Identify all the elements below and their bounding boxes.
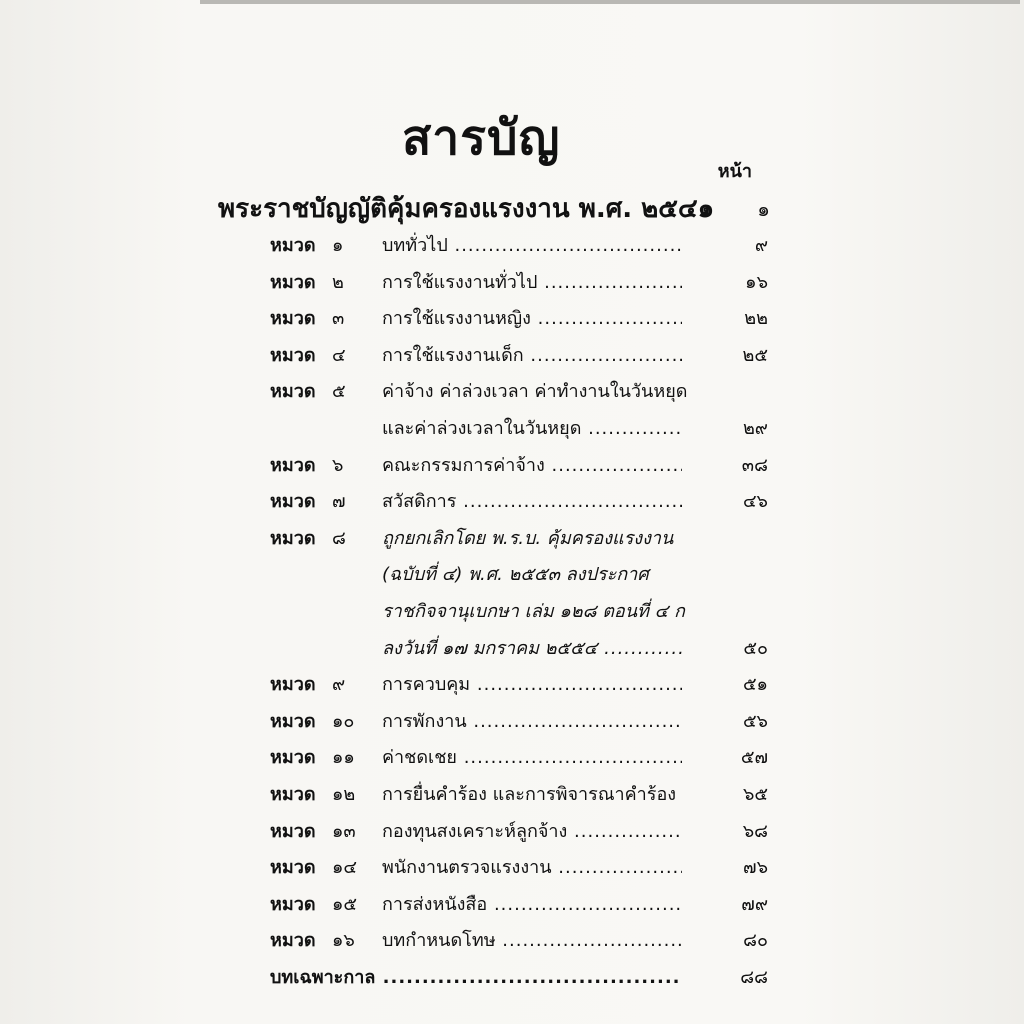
toc-row [0, 881, 1024, 918]
act-title: พระราชบัญญัติคุ้มครองแรงงาน พ.ศ. ๒๕๔๑ [218, 194, 715, 224]
page-top-edge [200, 0, 1020, 4]
chapter-title: การพักงาน ..... [382, 706, 682, 735]
chapter-title: ค่าจ้าง ค่าล่วงเวลา ค่าทำงานในวันหยุด [382, 381, 688, 403]
toc-row [0, 222, 1024, 259]
chapter-title: บททั่วไป ..... [382, 230, 682, 259]
act-page-number: ๑ [757, 197, 770, 221]
page-number: ๒๒ [744, 308, 768, 330]
toc-row [0, 295, 1024, 332]
page-number: ๑๖ [745, 271, 768, 293]
toc-row [0, 917, 1024, 954]
chapter-title: พนักงานตรวจแรงงาน ..... [382, 852, 682, 881]
toc-list [0, 222, 1024, 990]
chapter-number: ๑๓ [332, 820, 356, 842]
chapter-number: ๑๖ [332, 930, 355, 952]
page-number: ๘๘ [740, 966, 768, 988]
chapter-title: บทกำหนดโทษ ..... [382, 925, 682, 954]
page-number: ๕๖ [742, 710, 768, 732]
page-number: ๓๘ [741, 454, 768, 476]
chapter-label: หมวด [270, 308, 316, 330]
chapter-title: การยื่นคำร้อง และการพิจารณาคำร้อง [382, 783, 677, 805]
chapter-label: หมวด [270, 527, 316, 549]
chapter-number: ๑๕ [332, 893, 358, 915]
chapter-title: การควบคุม ..... [382, 669, 682, 698]
toc-title: สารบัญ [402, 110, 561, 166]
page-number: ๒๕ [742, 344, 768, 366]
chapter-number: ๒ [332, 271, 344, 293]
toc-row [0, 844, 1024, 881]
toc-row [0, 588, 1024, 625]
toc-row [0, 661, 1024, 698]
chapter-label: หมวด [270, 381, 316, 403]
chapter-title-continued: และค่าล่วงเวลาในวันหยุด ..... [382, 413, 682, 442]
toc-row-transitional [0, 954, 1024, 991]
page-column-label: หน้า [717, 161, 752, 182]
page-number: ๖๘ [742, 820, 768, 842]
toc-row [0, 625, 1024, 662]
page-number: ๗๖ [743, 857, 768, 879]
toc-row [0, 368, 1024, 405]
chapter-title: การส่งหนังสือ ..... [382, 889, 682, 918]
chapter-label: หมวด [270, 454, 316, 476]
chapter-label: หมวด [270, 491, 316, 513]
toc-row [0, 478, 1024, 515]
chapter-label: หมวด [270, 857, 316, 879]
chapter-title: ค่าชดเชย ..... [382, 742, 682, 771]
chapter-label: หมวด [270, 893, 316, 915]
toc-row [0, 405, 1024, 442]
chapter-title: สวัสดิการ ..... [382, 486, 682, 515]
chapter-number: ๙ [332, 674, 346, 696]
toc-row [0, 734, 1024, 771]
chapter-number: ๔ [332, 344, 346, 366]
page-number: ๕๗ [740, 747, 768, 769]
chapter-number: ๑๑ [332, 747, 355, 769]
chapter-number: ๓ [332, 308, 345, 330]
chapter-label: หมวด [270, 783, 316, 805]
chapter-number: ๖ [332, 454, 344, 476]
page-number: ๗๙ [741, 893, 768, 915]
chapter-label: หมวด [270, 930, 316, 952]
chapter-label: หมวด [270, 710, 316, 732]
toc-row [0, 771, 1024, 808]
chapter-label: หมวด [270, 344, 316, 366]
toc-row [0, 442, 1024, 479]
chapter-number: ๕ [332, 381, 346, 403]
page-number: ๖๕ [742, 783, 768, 805]
chapter-title: คณะกรรมการค่าจ้าง ..... [382, 450, 682, 479]
chapter-title-continued: ราชกิจจานุเบกษา เล่ม ๑๒๘ ตอนที่ ๔ ก [382, 600, 685, 622]
chapter-title: การใช้แรงงานหญิง ..... [382, 303, 682, 332]
page-number: ๘๐ [743, 930, 768, 952]
page-number: ๕๐ [743, 637, 768, 659]
toc-row [0, 698, 1024, 735]
chapter-number: ๑๔ [332, 857, 358, 879]
toc-row [0, 515, 1024, 552]
page-number: ๒๙ [742, 417, 768, 439]
chapter-label: หมวด [270, 747, 316, 769]
chapter-number: ๘ [332, 527, 346, 549]
chapter-number: ๑๒ [332, 783, 356, 805]
chapter-title: การใช้แรงงานทั่วไป ..... [382, 267, 682, 296]
chapter-number: ๗ [332, 491, 346, 513]
toc-row [0, 808, 1024, 845]
page-number: ๔๖ [742, 491, 768, 513]
chapter-label: หมวด [270, 235, 316, 256]
chapter-title: กองทุนสงเคราะห์ลูกจ้าง ..... [382, 816, 682, 845]
page-number: ๙ [754, 235, 768, 256]
chapter-number: ๑๐ [332, 710, 355, 732]
chapter-title: การใช้แรงงานเด็ก ..... [382, 340, 682, 369]
toc-row [0, 259, 1024, 296]
page-number: ๕๑ [742, 674, 768, 696]
chapter-label: หมวด [270, 820, 316, 842]
chapter-number: ๑ [332, 235, 344, 256]
chapter-title-continued: (ฉบับที่ ๔) พ.ศ. ๒๕๕๓ ลงประกาศ [382, 564, 649, 586]
transitional-title: บทเฉพาะกาล ..... [270, 962, 682, 991]
toc-row [0, 551, 1024, 588]
chapter-label: หมวด [270, 271, 316, 293]
chapter-title: ถูกยกเลิกโดย พ.ร.บ. คุ้มครองแรงงาน [382, 527, 674, 549]
toc-row [0, 332, 1024, 369]
chapter-title-continued: ลงวันที่ ๑๗ มกราคม ๒๕๕๔ ..... [382, 633, 682, 662]
chapter-label: หมวด [270, 674, 316, 696]
